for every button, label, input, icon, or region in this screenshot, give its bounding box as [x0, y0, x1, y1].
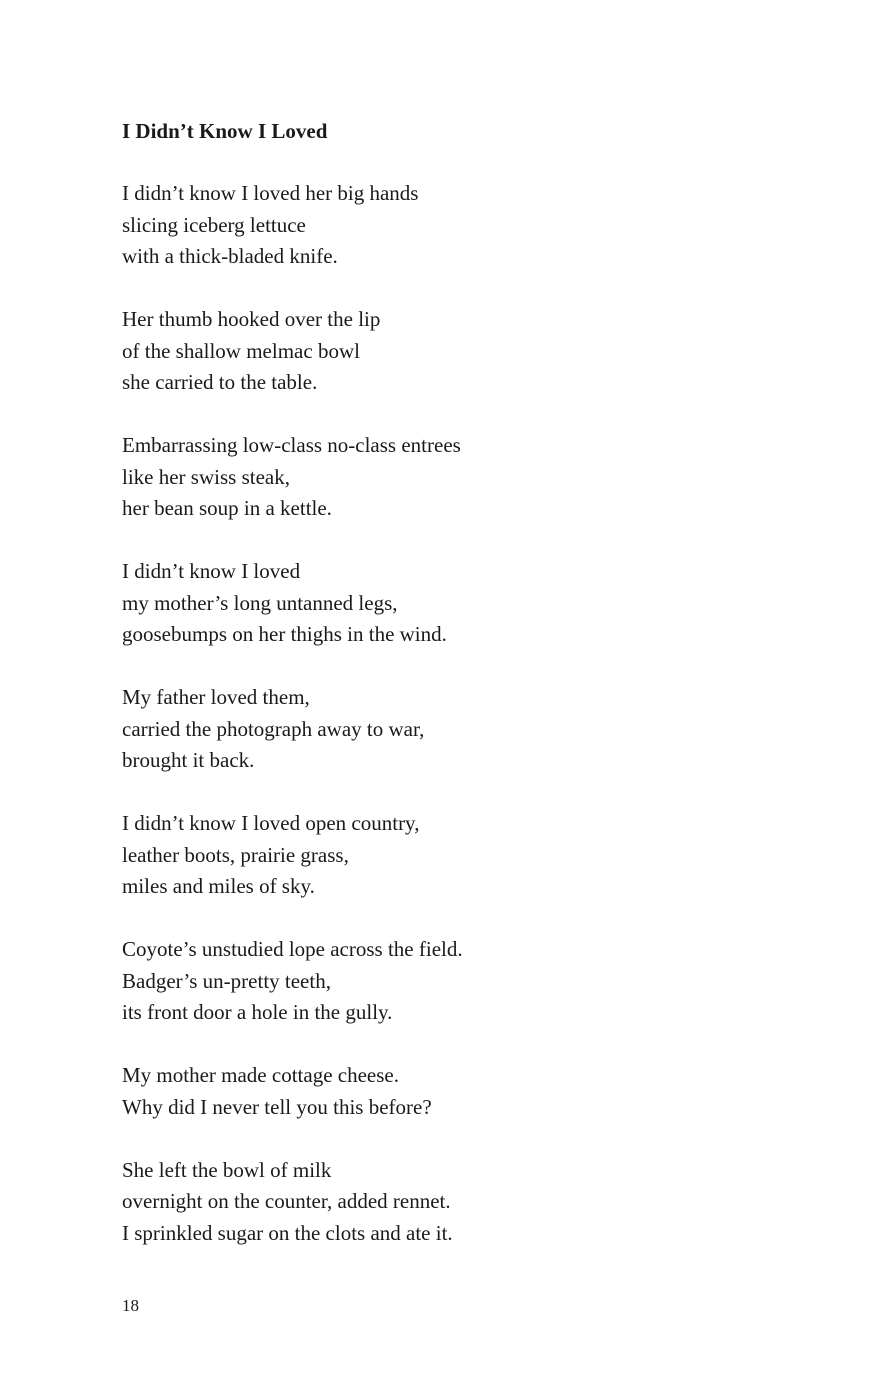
stanza-7 [122, 934, 822, 1029]
poem-line: slicing iceberg lettuce [122, 212, 306, 237]
poem-line: She left the bowl of milk [122, 1157, 332, 1182]
poem-line: I sprinkled sugar on the clots and ate it. [122, 1220, 453, 1245]
poem-line: Her thumb hooked over the lip [122, 307, 381, 331]
poem-line: My father loved them, [122, 685, 310, 709]
stanza-1 [122, 178, 822, 273]
poem-body [122, 178, 822, 1281]
poem-line: of the shallow melmac bowl [122, 338, 360, 363]
stanza-5 [122, 682, 822, 777]
poem-line: goosebumps on her thighs in the wind. [122, 622, 447, 646]
stanza-4 [122, 556, 822, 651]
poem-line: brought it back. [122, 748, 255, 772]
poem-line: she carried to the table. [122, 370, 318, 394]
poem-line: overnight on the counter, added rennet. [122, 1189, 451, 1213]
poem-line: I didn’t know I loved [122, 559, 301, 583]
poem-line: Badger’s un-pretty teeth, [122, 968, 331, 993]
poem-line: like her swiss steak, [122, 464, 290, 489]
stanza-2 [122, 304, 822, 399]
poem-line: with a thick-bladed knife. [122, 244, 338, 268]
stanza-8 [122, 1060, 822, 1123]
poem-line: Why did I never tell you this before? [122, 1094, 432, 1119]
poem-line: Coyote’s unstudied lope across the field. [122, 937, 463, 961]
poem-line: Embarrassing low-class no-class entrees [122, 433, 461, 457]
stanza-6 [122, 808, 822, 903]
poem-line: I didn’t know I loved her big hands [122, 181, 419, 205]
poem-line: my mother’s long untanned legs, [122, 590, 398, 615]
poem-line: I didn’t know I loved open country, [122, 811, 420, 835]
poem-line: leather boots, prairie grass, [122, 842, 349, 867]
stanza-9 [122, 1155, 822, 1250]
poem-line: its front door a hole in the gully. [122, 1000, 393, 1024]
poem-line: miles and miles of sky. [122, 874, 315, 898]
poem-title: I Didn’t Know I Loved [122, 119, 328, 143]
poem-line: My mother made cottage cheese. [122, 1063, 399, 1087]
poem-line: carried the photograph away to war, [122, 716, 425, 741]
poem-line: her bean soup in a kettle. [122, 496, 332, 520]
page-number: 18 [122, 1296, 139, 1315]
stanza-3 [122, 430, 822, 525]
